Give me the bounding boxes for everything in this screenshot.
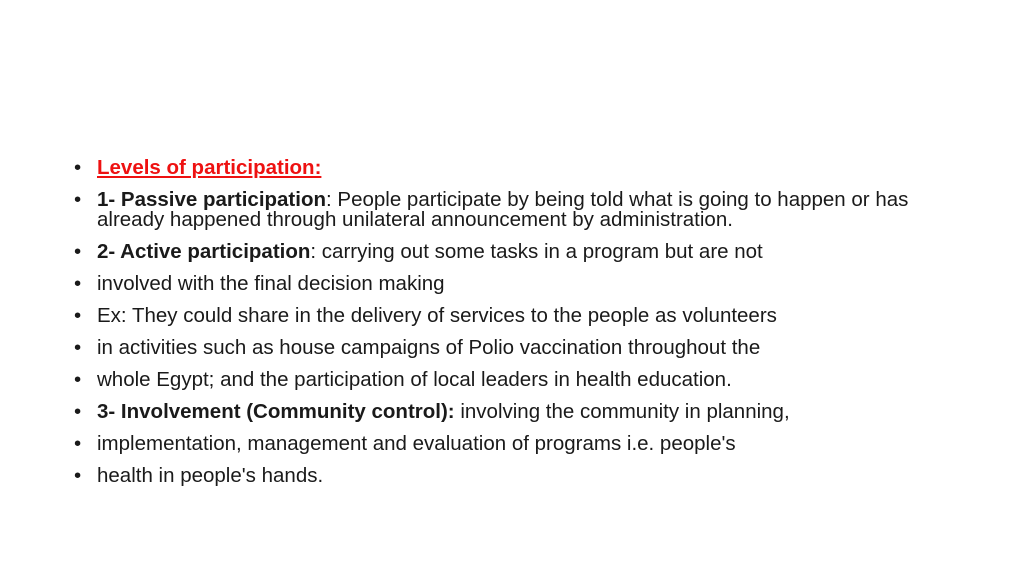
bullet-icon: •: [74, 156, 82, 179]
list-item-involvement: [74, 396, 954, 428]
involvement-term: 3- Involvement (Community control):: [97, 400, 455, 423]
bullet-icon: •: [74, 240, 82, 263]
list-item-passive: [74, 184, 954, 236]
list-item: [74, 268, 954, 300]
bullet-icon: •: [74, 304, 82, 327]
levels-heading: Levels of participation:: [97, 156, 322, 179]
list-item-text: involved with the final decision making: [97, 272, 445, 295]
list-item-active: [74, 236, 954, 268]
bullet-icon: •: [74, 336, 82, 359]
bullet-icon: •: [74, 368, 82, 391]
bullet-icon: •: [74, 188, 82, 211]
involvement-text: involving the community in planning,: [454, 400, 790, 423]
bullet-icon: •: [74, 400, 82, 423]
bullet-icon: •: [74, 272, 82, 295]
list-item: [74, 300, 954, 332]
list-item-text: whole Egypt; and the participation of local leaders in health education.: [97, 368, 732, 391]
list-item: [74, 428, 954, 460]
list-item: [74, 332, 954, 364]
passive-participation-text: : People participate by being told what is going to happen or has already happened through unilateral announcement by administration.: [97, 188, 909, 231]
list-item-text: Ex: They could share in the delivery of services to the people as volunteers: [97, 304, 777, 327]
list-item-text: implementation, management and evaluation of programs i.e. people's: [97, 432, 736, 455]
active-participation-term: 2- Active participation: [97, 240, 311, 263]
bullet-icon: •: [74, 432, 82, 455]
passive-participation-term: 1- Passive participation: [97, 188, 327, 211]
bullet-icon: •: [74, 464, 82, 487]
bullet-list: [74, 152, 954, 492]
active-participation-text: : carrying out some tasks in a program but are not: [310, 240, 763, 263]
list-item-text: health in people's hands.: [97, 464, 324, 487]
list-item: [74, 364, 954, 396]
list-item-text: in activities such as house campaigns of Polio vaccination throughout the: [97, 336, 761, 359]
list-item-heading: [74, 152, 954, 184]
list-item: [74, 460, 954, 492]
